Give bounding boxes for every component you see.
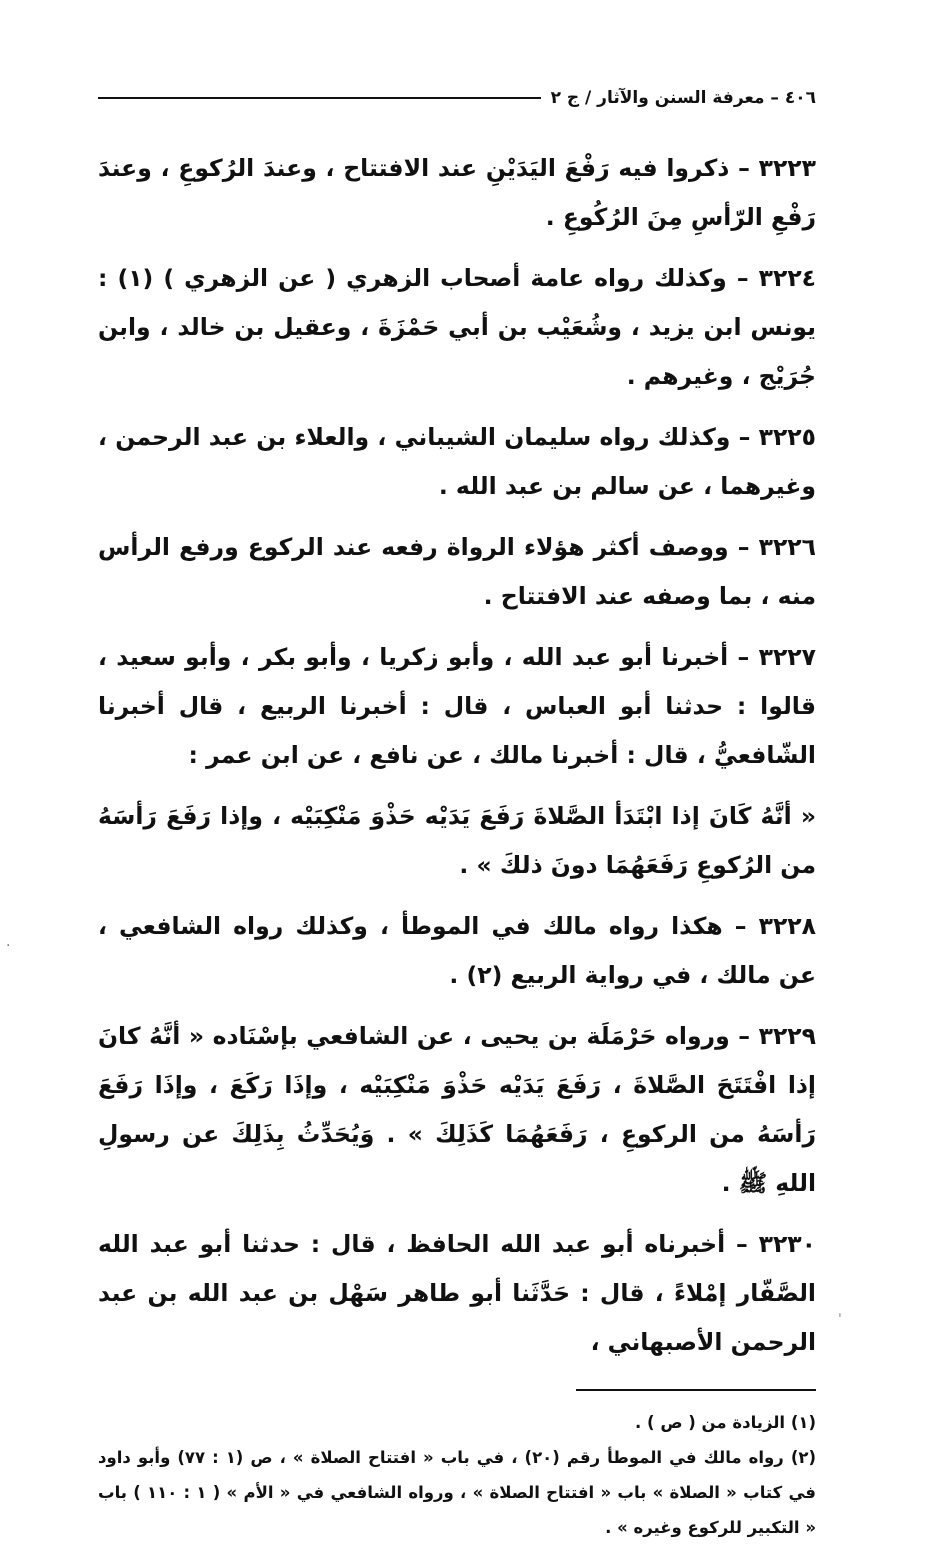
paragraph-3226: ٣٢٢٦ – ووصف أكثر هؤلاء الرواة رفعه عند الركوع ورفع الرأس منه ، بما وصفه عند الافتتاح . [98,533,816,610]
footnote-1: (١) الزيادة من ( ص ) . [635,1413,816,1432]
paragraph-3224: ٣٢٢٤ – وكذلك رواه عامة أصحاب الزهري ( عن الزهري ) (١) : يونس ابن يزيد ، وشُعَيْب بن أبي حَمْزَةَ ، وعقيل بن خالد ، وابن جُرَيْج ، وغيرهم . [98,264,817,390]
main-text [98,144,816,1367]
paragraph-3225: ٣٢٢٥ – وكذلك رواه سليمان الشيباني ، والعلاء بن عبد الرحمن ، وغيرهما ، عن سالم بن عبد الله . [98,423,816,500]
header-rule [98,97,541,99]
running-title: ٤٠٦ – معرفة السنن والآثار / ج ٢ [550,88,816,108]
paragraph-3229: ٣٢٢٩ – ورواه حَرْمَلَة بن يحيى ، عن الشافعي بإسْنَاده « أنَّهُ كانَ إذا افْتَتَحَ الصَّلاةَ ، رَفَعَ يَدَيْه حَذْوَ مَنْكِبَيْه ، وإذَا رَكَعَ ، وإذَا رَفَعَ رَأسَهُ من الركوعِ ، رَفَعَهُمَا كَذَلِكَ » . وَيُحَدِّثُ بِذَلِكَ عن رسولِ اللهِ ﷺ . [98,1022,816,1197]
margin-tick: ˈ [838,1312,842,1328]
page-header [98,80,816,116]
paragraph-3223: ٣٢٢٣ – ذكروا فيه رَفْعَ اليَدَيْنِ عند الافتتاح ، وعندَ الرُكوعِ ، وعندَ رَفْعِ الرّأسِ مِنَ الرُكُوعِ . [98,154,816,231]
paragraph-3227: ٣٢٢٧ – أخبرنا أبو عبد الله ، وأبو زكريا ، وأبو بكر ، وأبو سعيد ، قالوا : حدثنا أبو العباس ، قال : أخبرنا الربيع ، قال أخبرنا الشّافعيُّ ، قال : أخبرنا مالك ، عن نافع ، عن ابن عمر : [98,643,816,769]
paragraph-3230: ٣٢٣٠ – أخبرناه أبو عبد الله الحافظ ، قال : حدثنا أبو عبد الله الصَّفّار إمْلاءً ، قال : حَدَّثَنا أبو طاهر سَهْل بن عبد الله بن عبد الرحمن الأصبهاني ، [98,1230,816,1356]
footnote-2: (٢) رواه مالك في الموطأ رقم (٢٠) ، في باب « افتتاح الصلاة » ، ص (١ : ٧٧) وأبو داود في كتاب « الصلاة » باب « افتتاح الصلاة » ، ورواه الشافعي في « الأم » ( ١ : ١١٠ ) باب « التكبير للركوع وغيره » . [98,1448,816,1537]
margin-dot: · [6,938,11,954]
book-page [98,80,816,1545]
paragraph-3228: ٣٢٢٨ – هكذا رواه مالك في الموطأ ، وكذلك رواه الشافعي ، عن مالك ، في رواية الربيع (٢) . [98,912,816,989]
hadith-quote: « أنَّهُ كَانَ إذا ابْتَدَأ الصَّلاةَ رَفَعَ يَدَيْه حَذْوَ مَنْكِبَيْه ، وإذا رَفَعَ رَأسَهُ من الرُكوعِ رَفَعَهُمَا دونَ ذلكَ » . [98,802,816,879]
footnote-rule [576,1389,816,1391]
footnotes [98,1405,816,1545]
